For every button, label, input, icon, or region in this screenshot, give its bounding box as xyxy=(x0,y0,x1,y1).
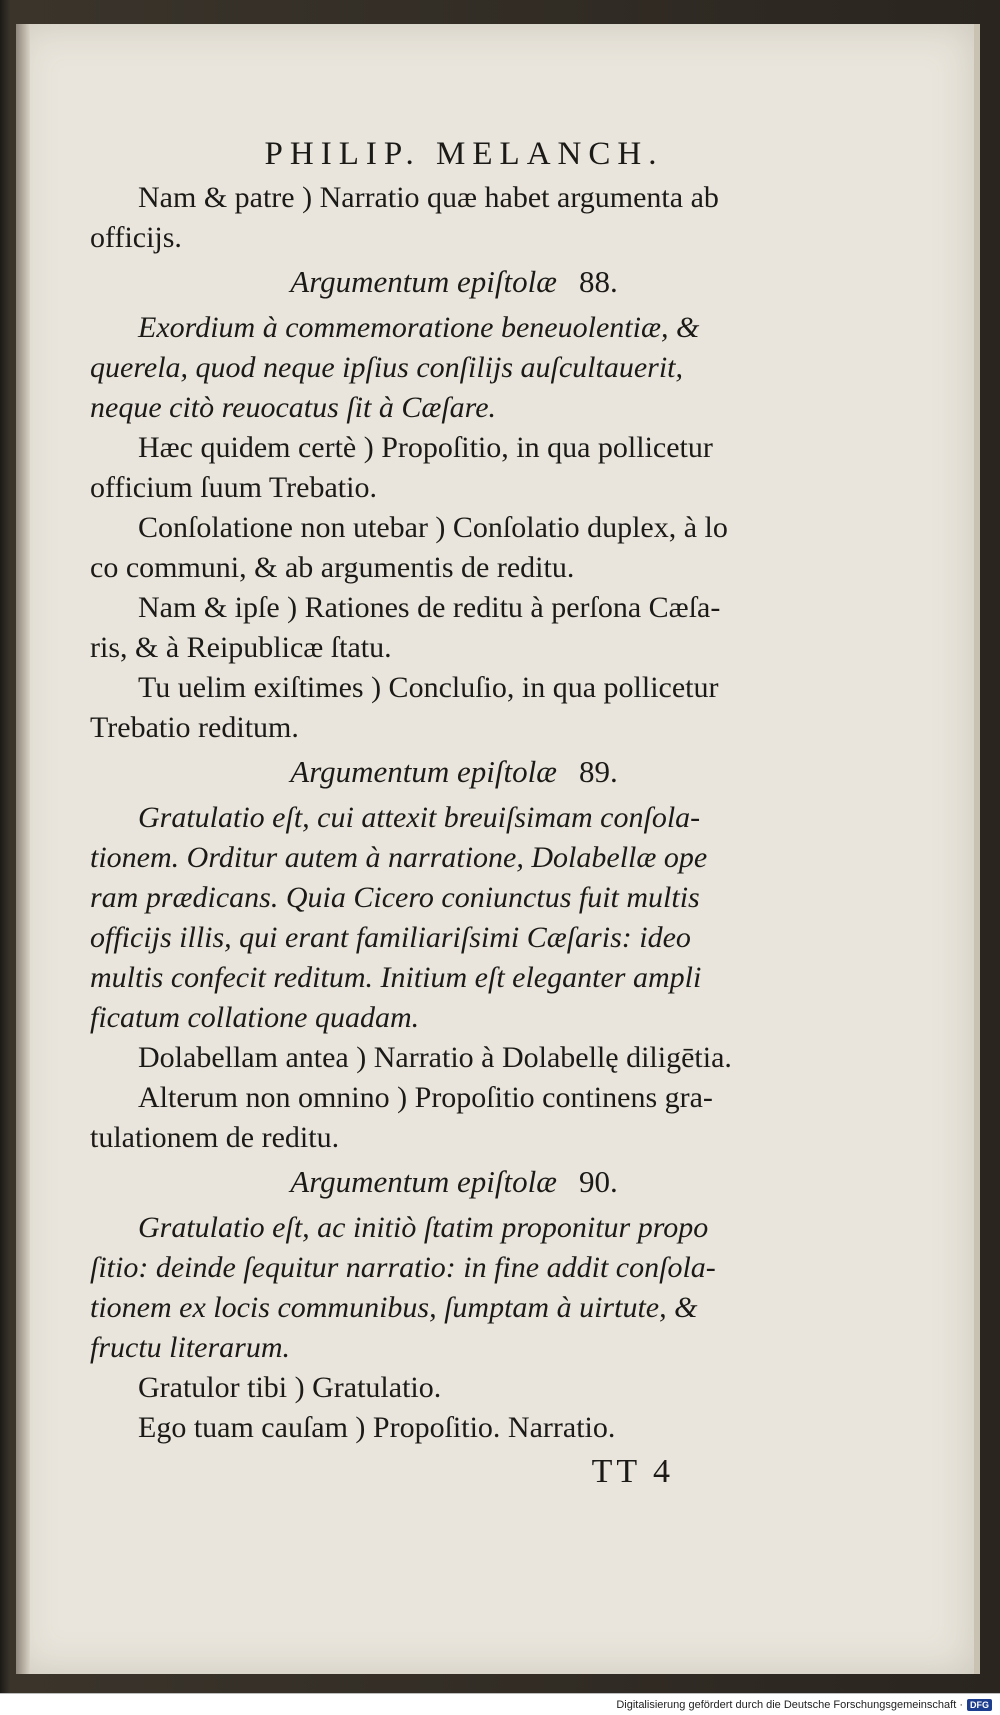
text-line: Alterum non omnino ) Propoſitio continens gra- xyxy=(138,1081,713,1114)
text-line: Trebatio reditum. xyxy=(90,711,299,744)
argument-paragraph xyxy=(90,1208,794,1368)
text-line: Exordium à commemoratione beneuolentiæ, & xyxy=(138,311,700,344)
commentary-paragraph xyxy=(90,508,794,588)
signature-mark: TT 4 xyxy=(591,1453,674,1490)
text-line: ram prædicans. Quia Cicero coniunctus fuit multis xyxy=(90,881,700,914)
text-line: Conſolatione non utebar ) Conſolatio duplex, à lo xyxy=(138,511,728,544)
commentary-paragraph xyxy=(90,1078,794,1158)
section-heading xyxy=(114,752,794,792)
dfg-logo: DFG xyxy=(967,1699,992,1711)
commentary-paragraph xyxy=(114,1408,794,1448)
text-line: ficatum collatione quadam. xyxy=(90,1001,420,1034)
text-line: Gratulatio eſt, cui attexit breuiſsimam conſola- xyxy=(138,801,701,834)
text-line: Hæc quidem certè ) Propoſitio, in qua pollicetur xyxy=(138,431,713,464)
text-line: fructu literarum. xyxy=(90,1331,290,1364)
heading-title: Argumentum epiſtolæ xyxy=(290,754,557,789)
commentary-paragraph xyxy=(114,1038,794,1078)
section-heading xyxy=(114,262,794,302)
text-line: multis confecit reditum. Initium eſt eleganter ampli xyxy=(90,961,702,994)
heading-number: 88. xyxy=(578,264,618,299)
section-heading xyxy=(114,1162,794,1202)
text-line: Gratulor tibi ) Gratulatio. xyxy=(138,1371,442,1404)
commentary-paragraph xyxy=(90,178,794,258)
text-line: officijs. xyxy=(90,221,182,254)
commentary-paragraph xyxy=(90,428,794,508)
text-line: Gratulatio eſt, ac initiò ſtatim proponitur propo xyxy=(138,1211,709,1244)
commentary-paragraph xyxy=(90,588,794,668)
commentary-paragraph xyxy=(90,668,794,748)
book-page xyxy=(16,24,980,1674)
text-line: co communi, & ab argumentis de reditu. xyxy=(90,551,575,584)
heading-number: 90. xyxy=(578,1164,618,1199)
text-line: tionem ex locis communibus, ſumptam à uirtute, & xyxy=(90,1291,698,1324)
text-line: Nam & ipſe ) Rationes de reditu à perſona Cæſa- xyxy=(138,591,721,624)
heading-number: 89. xyxy=(578,754,618,789)
commentary-paragraph xyxy=(114,1368,794,1408)
text-line: officijs illis, qui erant familiariſsimi Cæſaris: ideo xyxy=(90,921,691,954)
text-line: neque citò reuocatus ſit à Cæſare. xyxy=(90,391,497,424)
text-line: ſitio: deinde ſequitur narratio: in fine addit conſola- xyxy=(90,1251,716,1284)
text-line: officium ſuum Trebatio. xyxy=(90,471,377,504)
heading-title: Argumentum epiſtolæ xyxy=(290,1164,557,1199)
text-line: Dolabellam antea ) Narratio à Dolabellę diligētia. xyxy=(138,1041,732,1074)
text-line: tionem. Orditur autem à narratione, Dolabellæ ope xyxy=(90,841,708,874)
argument-paragraph xyxy=(90,798,794,1038)
text-blocks xyxy=(90,178,794,1448)
text-line: Tu uelim exiſtimes ) Concluſio, in qua pollicetur xyxy=(138,671,719,704)
text-line: ris, & à Reipublicæ ſtatu. xyxy=(90,631,392,664)
text-line: tulationem de reditu. xyxy=(90,1121,340,1154)
running-head: PHILIP. MELANCH. xyxy=(264,136,664,172)
footer-credit: Digitalisierung gefördert durch die Deutsche Forschungsgemeinschaft · xyxy=(616,1698,963,1711)
heading-title: Argumentum epiſtolæ xyxy=(290,264,557,299)
page-text xyxy=(90,134,794,1492)
text-line: querela, quod neque ipſius conſilijs auſcultauerit, xyxy=(90,351,683,384)
page-gutter-edge xyxy=(16,24,30,1674)
text-line: Nam & patre ) Narratio quæ habet argumenta ab xyxy=(138,181,719,214)
argument-paragraph xyxy=(90,308,794,428)
text-line: Ego tuam cauſam ) Propoſitio. Narratio. xyxy=(138,1411,616,1444)
digitization-footer xyxy=(0,1693,1000,1715)
